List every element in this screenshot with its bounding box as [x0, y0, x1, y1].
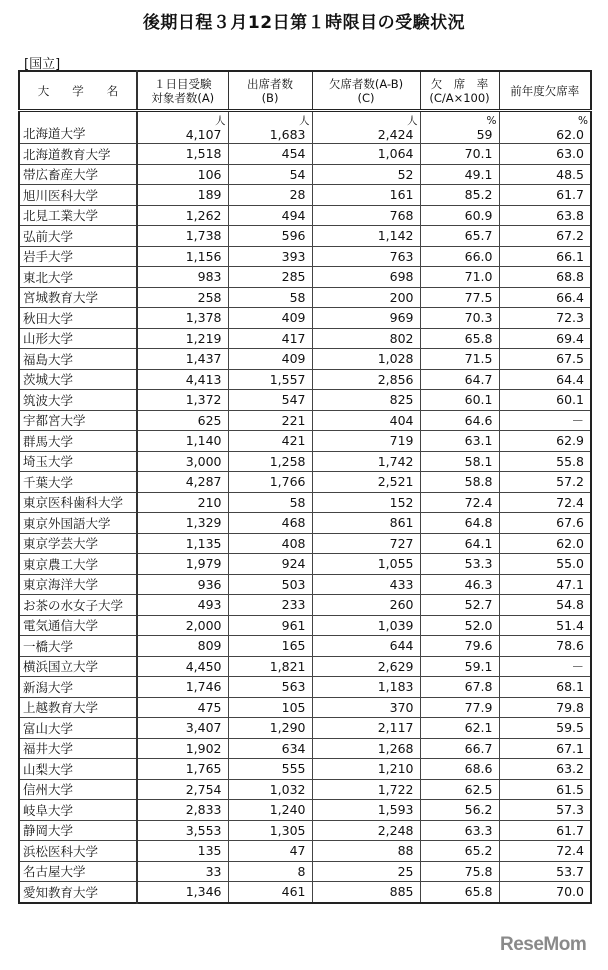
a-cell: 983: [137, 267, 228, 288]
a-cell: 475: [137, 697, 228, 718]
rate-cell: 52.7: [420, 595, 499, 616]
resemom-logo: ReseMom: [500, 934, 587, 955]
c-cell: 768: [312, 205, 420, 226]
c-cell: 719: [312, 431, 420, 452]
c-cell: [312, 111, 420, 144]
rate-cell: 60.9: [420, 205, 499, 226]
rate-cell: 66.0: [420, 246, 499, 267]
rate-cell: 63.1: [420, 431, 499, 452]
b-cell: 233: [228, 595, 312, 616]
b-cell: 54: [228, 164, 312, 185]
table-row: [19, 164, 591, 185]
table-row: [19, 595, 591, 616]
a-cell: 33: [137, 861, 228, 882]
prev-cell: 48.5: [499, 164, 591, 185]
rate-cell: 59.1: [420, 656, 499, 677]
table-row: [19, 656, 591, 677]
c-cell: 52: [312, 164, 420, 185]
university-name-cell: 筑波大学: [19, 390, 137, 411]
table-row: [19, 820, 591, 841]
a-cell: 3,000: [137, 451, 228, 472]
prev-cell: 61.5: [499, 779, 591, 800]
prev-cell: 60.1: [499, 390, 591, 411]
c-cell: 1,593: [312, 800, 420, 821]
header-absence-rate-line1: 欠 席 率: [430, 76, 489, 91]
university-name-cell: 愛知教育大学: [19, 882, 137, 903]
b-cell: 1,032: [228, 779, 312, 800]
prev-cell: 79.8: [499, 697, 591, 718]
rate-cell: 52.0: [420, 615, 499, 636]
b-cell: 409: [228, 308, 312, 329]
university-name-cell: 埼玉大学: [19, 451, 137, 472]
prev-cell: 72.3: [499, 308, 591, 329]
c-cell: 2,856: [312, 369, 420, 390]
rate-cell: 53.3: [420, 554, 499, 575]
c-cell: 88: [312, 841, 420, 862]
unit-label: 人: [215, 115, 226, 127]
b-cell: 563: [228, 677, 312, 698]
c-cell: 825: [312, 390, 420, 411]
rate-cell: 77.9: [420, 697, 499, 718]
b-cell: 105: [228, 697, 312, 718]
university-name-cell: 宇都宮大学: [19, 410, 137, 431]
a-cell: 1,372: [137, 390, 228, 411]
c-cell: 1,028: [312, 349, 420, 370]
university-name-cell: 東京外国語大学: [19, 513, 137, 534]
a-cell: 106: [137, 164, 228, 185]
university-name-cell: 横浜国立大学: [19, 656, 137, 677]
c-cell: 1,268: [312, 738, 420, 759]
university-name-cell: 名古屋大学: [19, 861, 137, 882]
university-name-cell: 上越教育大学: [19, 697, 137, 718]
rate-cell: 67.8: [420, 677, 499, 698]
table-row: [19, 205, 591, 226]
c-cell: 2,117: [312, 718, 420, 739]
rate-cell: 58.1: [420, 451, 499, 472]
university-name-cell: 東京海洋大学: [19, 574, 137, 595]
b-cell: 547: [228, 390, 312, 411]
exam-status-table: [18, 70, 592, 904]
rate-cell: 56.2: [420, 800, 499, 821]
rate-cell: 46.3: [420, 574, 499, 595]
table-row: [19, 185, 591, 206]
table-row: [19, 472, 591, 493]
table-row: [19, 111, 591, 144]
c-cell: 404: [312, 410, 420, 431]
header-absence-rate-line2: (C/A×100): [429, 90, 490, 105]
c-cell: 861: [312, 513, 420, 534]
rate-cell: 64.8: [420, 513, 499, 534]
c-cell: 161: [312, 185, 420, 206]
prev-cell: 61.7: [499, 185, 591, 206]
table-row: [19, 513, 591, 534]
table-row: [19, 533, 591, 554]
prev-cell: 72.4: [499, 841, 591, 862]
table-row: [19, 267, 591, 288]
c-cell: 1,742: [312, 451, 420, 472]
university-name-cell: 福井大学: [19, 738, 137, 759]
rate-cell: 62.5: [420, 779, 499, 800]
b-cell: 1,305: [228, 820, 312, 841]
b-cell: 1,821: [228, 656, 312, 677]
header-university-name: 大 学 名: [19, 71, 137, 111]
prev-cell: 67.6: [499, 513, 591, 534]
university-name-cell: 東北大学: [19, 267, 137, 288]
header-applicants-line2: 対象者数(A): [151, 90, 215, 105]
a-cell: 1,518: [137, 144, 228, 165]
university-name-cell: 山梨大学: [19, 759, 137, 780]
prev-cell: 61.7: [499, 820, 591, 841]
a-cell: 1,140: [137, 431, 228, 452]
university-name-cell: 東京医科歯科大学: [19, 492, 137, 513]
university-name-cell: 東京学芸大学: [19, 533, 137, 554]
table-row: [19, 882, 591, 903]
rate-cell: 79.6: [420, 636, 499, 657]
prev-cell: 47.1: [499, 574, 591, 595]
unit-label: %: [486, 115, 497, 127]
b-cell: [228, 111, 312, 144]
prev-cell: 70.0: [499, 882, 591, 903]
rate-cell: 62.1: [420, 718, 499, 739]
rate-cell: 65.2: [420, 841, 499, 862]
prev-cell: 54.8: [499, 595, 591, 616]
a-cell: 3,553: [137, 820, 228, 841]
a-cell: 2,833: [137, 800, 228, 821]
a-cell: 1,135: [137, 533, 228, 554]
rate-cell: 64.7: [420, 369, 499, 390]
c-cell: 727: [312, 533, 420, 554]
rate-cell: 65.8: [420, 328, 499, 349]
section-label: [国立]: [24, 57, 61, 72]
university-name-cell: 秋田大学: [19, 308, 137, 329]
prev-cell: －: [499, 410, 591, 431]
table-row: [19, 677, 591, 698]
a-cell: 1,746: [137, 677, 228, 698]
rate-cell: 72.4: [420, 492, 499, 513]
prev-cell: 63.2: [499, 759, 591, 780]
table-row: [19, 554, 591, 575]
b-cell: 634: [228, 738, 312, 759]
c-cell: 1,210: [312, 759, 420, 780]
b-cell: 1,766: [228, 472, 312, 493]
b-cell: 555: [228, 759, 312, 780]
c-cell: 644: [312, 636, 420, 657]
prev-cell: 55.0: [499, 554, 591, 575]
b-cell: 596: [228, 226, 312, 247]
c-cell: 1,183: [312, 677, 420, 698]
prev-cell: [499, 111, 591, 144]
a-cell: 1,378: [137, 308, 228, 329]
a-cell: 135: [137, 841, 228, 862]
university-name-cell: 帯広畜産大学: [19, 164, 137, 185]
a-cell: [137, 111, 228, 144]
university-name-cell: 岐阜大学: [19, 800, 137, 821]
prev-cell: －: [499, 656, 591, 677]
rate-cell: 63.3: [420, 820, 499, 841]
university-name-cell: 千葉大学: [19, 472, 137, 493]
rate-cell: 75.8: [420, 861, 499, 882]
university-name-cell: 岩手大学: [19, 246, 137, 267]
rate-cell: 77.5: [420, 287, 499, 308]
header-attendees-line1: 出席者数: [247, 76, 293, 91]
header-attendees: [228, 71, 312, 111]
prev-cell: 57.3: [499, 800, 591, 821]
table-row: [19, 246, 591, 267]
header-applicants: [137, 71, 228, 111]
a-cell: 625: [137, 410, 228, 431]
b-cell: 285: [228, 267, 312, 288]
table-row: [19, 779, 591, 800]
prev-cell: 66.4: [499, 287, 591, 308]
rate-cell: 85.2: [420, 185, 499, 206]
b-cell: 221: [228, 410, 312, 431]
c-cell: 885: [312, 882, 420, 903]
c-cell: 2,629: [312, 656, 420, 677]
university-name-cell: 富山大学: [19, 718, 137, 739]
prev-cell: 68.1: [499, 677, 591, 698]
university-name-cell: 東京農工大学: [19, 554, 137, 575]
table-row: [19, 492, 591, 513]
table-row: [19, 574, 591, 595]
table-row: [19, 328, 591, 349]
university-name-cell: 福島大学: [19, 349, 137, 370]
b-cell: 421: [228, 431, 312, 452]
b-cell: 1,240: [228, 800, 312, 821]
table-row: [19, 841, 591, 862]
a-cell: 258: [137, 287, 228, 308]
rate-cell: 58.8: [420, 472, 499, 493]
b-cell: 468: [228, 513, 312, 534]
unit-label: 人: [299, 115, 310, 127]
table-row: [19, 369, 591, 390]
rate-cell: 65.8: [420, 882, 499, 903]
table-row: [19, 759, 591, 780]
a-cell: 3,407: [137, 718, 228, 739]
a-cell: 1,262: [137, 205, 228, 226]
a-cell: 210: [137, 492, 228, 513]
university-name-cell: 群馬大学: [19, 431, 137, 452]
c-cell: 1,064: [312, 144, 420, 165]
university-name-cell: 北海道大学: [19, 111, 137, 144]
university-name-cell: 北見工業大学: [19, 205, 137, 226]
table-row: [19, 390, 591, 411]
university-name-cell: 山形大学: [19, 328, 137, 349]
b-cell: 1,557: [228, 369, 312, 390]
table-row: [19, 410, 591, 431]
b-cell: 47: [228, 841, 312, 862]
b-cell: 503: [228, 574, 312, 595]
b-cell: 1,290: [228, 718, 312, 739]
b-cell: 8: [228, 861, 312, 882]
c-cell: 763: [312, 246, 420, 267]
header-absentees-line1: 欠席者数(A-B): [328, 76, 404, 91]
university-name-cell: 旭川医科大学: [19, 185, 137, 206]
a-cell: 1,437: [137, 349, 228, 370]
prev-cell: 69.4: [499, 328, 591, 349]
c-cell: 25: [312, 861, 420, 882]
cell-value: 4,107: [185, 127, 222, 142]
rate-cell: 64.1: [420, 533, 499, 554]
c-cell: 433: [312, 574, 420, 595]
cell-value: 2,424: [377, 127, 414, 142]
c-cell: 260: [312, 595, 420, 616]
c-cell: 200: [312, 287, 420, 308]
b-cell: 58: [228, 492, 312, 513]
b-cell: 28: [228, 185, 312, 206]
b-cell: 961: [228, 615, 312, 636]
header-applicants-line1: １日目受験: [154, 76, 212, 91]
c-cell: 152: [312, 492, 420, 513]
rate-cell: 66.7: [420, 738, 499, 759]
prev-cell: 63.8: [499, 205, 591, 226]
rate-cell: 49.1: [420, 164, 499, 185]
table-row: [19, 308, 591, 329]
c-cell: 969: [312, 308, 420, 329]
unit-label: 人: [407, 115, 418, 127]
prev-cell: 78.6: [499, 636, 591, 657]
a-cell: 809: [137, 636, 228, 657]
b-cell: 1,258: [228, 451, 312, 472]
prev-cell: 63.0: [499, 144, 591, 165]
cell-value: 1,683: [269, 127, 306, 142]
c-cell: 698: [312, 267, 420, 288]
rate-cell: [420, 111, 499, 144]
c-cell: 1,039: [312, 615, 420, 636]
c-cell: 2,248: [312, 820, 420, 841]
table-body: [19, 111, 591, 903]
table-row: [19, 636, 591, 657]
prev-cell: 66.1: [499, 246, 591, 267]
table-row: [19, 451, 591, 472]
rate-cell: 70.1: [420, 144, 499, 165]
a-cell: 1,219: [137, 328, 228, 349]
prev-cell: 67.1: [499, 738, 591, 759]
prev-cell: 62.9: [499, 431, 591, 452]
c-cell: 1,055: [312, 554, 420, 575]
university-name-cell: お茶の水女子大学: [19, 595, 137, 616]
table-row: [19, 697, 591, 718]
table-row: [19, 738, 591, 759]
prev-cell: 55.8: [499, 451, 591, 472]
a-cell: 936: [137, 574, 228, 595]
prev-cell: 57.2: [499, 472, 591, 493]
c-cell: 1,142: [312, 226, 420, 247]
table-row: [19, 861, 591, 882]
c-cell: 2,521: [312, 472, 420, 493]
rate-cell: 70.3: [420, 308, 499, 329]
a-cell: 2,000: [137, 615, 228, 636]
prev-cell: 72.4: [499, 492, 591, 513]
page-title: 後期日程３月12日第１時限目の受験状況: [142, 13, 466, 33]
prev-cell: 67.5: [499, 349, 591, 370]
rate-cell: 71.5: [420, 349, 499, 370]
a-cell: 1,979: [137, 554, 228, 575]
table-row: [19, 615, 591, 636]
header-absentees: [312, 71, 420, 111]
b-cell: 409: [228, 349, 312, 370]
table-row: [19, 226, 591, 247]
university-name-cell: 浜松医科大学: [19, 841, 137, 862]
rate-cell: 68.6: [420, 759, 499, 780]
a-cell: 1,738: [137, 226, 228, 247]
b-cell: 393: [228, 246, 312, 267]
header-prev-absence-rate: 前年度欠席率: [499, 71, 591, 111]
table-row: [19, 287, 591, 308]
unit-label: %: [578, 115, 588, 127]
prev-cell: 67.2: [499, 226, 591, 247]
prev-cell: 68.8: [499, 267, 591, 288]
c-cell: 802: [312, 328, 420, 349]
b-cell: 924: [228, 554, 312, 575]
header-attendees-line2: (B): [261, 90, 279, 105]
b-cell: 494: [228, 205, 312, 226]
table-row: [19, 349, 591, 370]
university-name-cell: 宮城教育大学: [19, 287, 137, 308]
a-cell: 4,413: [137, 369, 228, 390]
b-cell: 417: [228, 328, 312, 349]
cell-value: 62.0: [556, 127, 584, 142]
b-cell: 454: [228, 144, 312, 165]
a-cell: 493: [137, 595, 228, 616]
cell-value: 59: [476, 127, 493, 142]
b-cell: 165: [228, 636, 312, 657]
a-cell: 1,346: [137, 882, 228, 903]
a-cell: 1,156: [137, 246, 228, 267]
a-cell: 4,450: [137, 656, 228, 677]
header-absentees-line2: (C): [357, 90, 375, 105]
table-row: [19, 800, 591, 821]
c-cell: 370: [312, 697, 420, 718]
table-row: [19, 144, 591, 165]
university-name-cell: 一橋大学: [19, 636, 137, 657]
b-cell: 58: [228, 287, 312, 308]
c-cell: 1,722: [312, 779, 420, 800]
a-cell: 1,765: [137, 759, 228, 780]
university-name-cell: 信州大学: [19, 779, 137, 800]
b-cell: 408: [228, 533, 312, 554]
a-cell: 1,329: [137, 513, 228, 534]
b-cell: 461: [228, 882, 312, 903]
university-name-cell: 電気通信大学: [19, 615, 137, 636]
university-name-cell: 静岡大学: [19, 820, 137, 841]
rate-cell: 60.1: [420, 390, 499, 411]
a-cell: 189: [137, 185, 228, 206]
prev-cell: 51.4: [499, 615, 591, 636]
rate-cell: 64.6: [420, 410, 499, 431]
university-name-cell: 北海道教育大学: [19, 144, 137, 165]
prev-cell: 64.4: [499, 369, 591, 390]
table-row: [19, 718, 591, 739]
university-name-cell: 弘前大学: [19, 226, 137, 247]
a-cell: 1,902: [137, 738, 228, 759]
prev-cell: 62.0: [499, 533, 591, 554]
rate-cell: 65.7: [420, 226, 499, 247]
a-cell: 4,287: [137, 472, 228, 493]
table-header-row: [19, 71, 591, 111]
a-cell: 2,754: [137, 779, 228, 800]
prev-cell: 53.7: [499, 861, 591, 882]
prev-cell: 59.5: [499, 718, 591, 739]
rate-cell: 71.0: [420, 267, 499, 288]
university-name-cell: 新潟大学: [19, 677, 137, 698]
university-name-cell: 茨城大学: [19, 369, 137, 390]
table-row: [19, 431, 591, 452]
header-absence-rate: [420, 71, 499, 111]
